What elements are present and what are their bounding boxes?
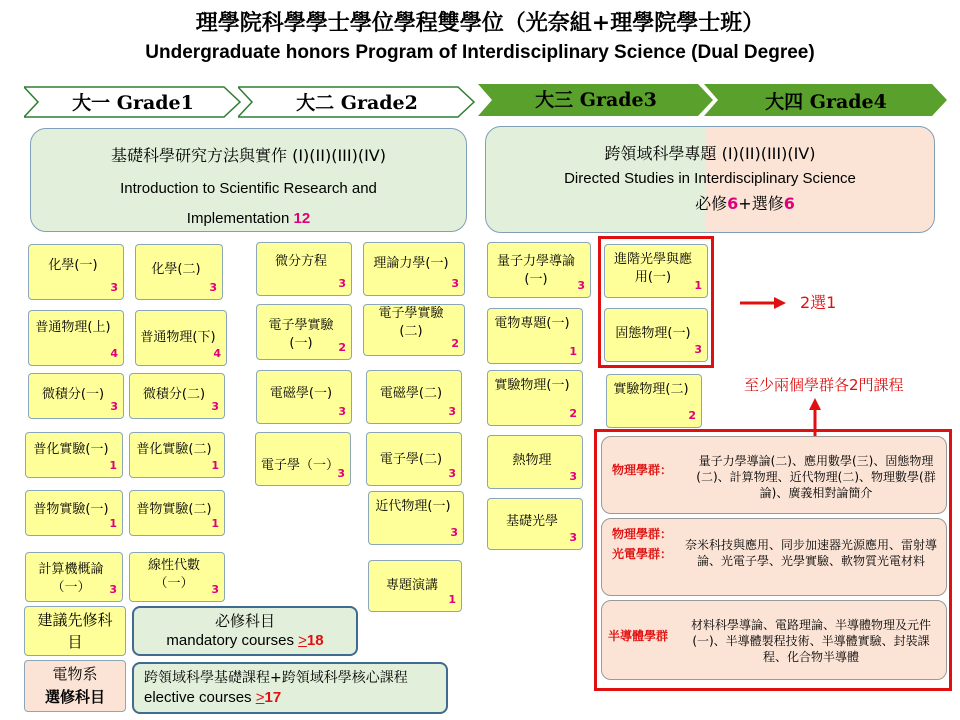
course-differential-equations	[256, 242, 352, 296]
course-chem-lab-1	[25, 432, 123, 478]
course-chemistry-1	[28, 244, 124, 300]
choose-one-highlight	[598, 236, 714, 368]
course-credits: 3	[577, 279, 585, 292]
legend-dept-elective-label: 選修科目	[44, 688, 105, 706]
course-name: 進階光學與應用(一)	[613, 252, 692, 285]
course-name: 電子學(二)	[379, 452, 443, 467]
legend-dept-elective	[24, 660, 126, 712]
legend-mandatory-en-line	[134, 631, 356, 651]
course-thermal-physics	[487, 435, 583, 489]
course-credits: 1	[569, 345, 577, 358]
groups-requirement-note: 至少兩個學群各2門課程	[744, 376, 904, 394]
course-experimental-physics-2	[606, 374, 702, 428]
course-credits: 3	[569, 470, 577, 483]
group-semiconductor	[601, 600, 947, 680]
group-physics-courses: 量子力學導論(二)、應用數學(三)、固態物理(二)、計算物理、近代物理(二)、物理數學(群論)、廣義相對論簡介	[696, 454, 936, 500]
course-credits: 3	[109, 583, 117, 596]
course-electronics-lab-1	[256, 304, 352, 360]
core-left-credits: 12	[293, 210, 311, 227]
choose-one-label: 2選1	[800, 293, 837, 312]
course-calculus-1	[28, 373, 124, 419]
legend-suggested-prerequisite	[24, 606, 126, 656]
core-right-req-label: 必修	[695, 194, 728, 213]
course-electronics-1	[255, 432, 351, 486]
grade4-chevron	[704, 84, 948, 116]
course-name: 基礎光學	[505, 514, 558, 529]
group-optoelectronics	[601, 518, 947, 596]
core-right-en: Directed Studies in Interdisciplinary Science	[564, 170, 856, 187]
core-right-credits-line	[486, 191, 934, 214]
group-semiconductor-courses: 材料科學導論、電路理論、半導體物理及元件(一)、半導體製程技術、半導體實驗、封裝課程、化合物半導體	[690, 618, 931, 664]
course-name: 電磁學(二)	[379, 386, 443, 401]
course-intro-computing-1	[25, 552, 123, 602]
core-left-en-line2: Implementation	[186, 210, 290, 227]
legend-suggested-label: 建議先修科目	[37, 611, 113, 651]
course-calculus-2	[129, 373, 225, 419]
core-left-zh: 基礎科學研究方法與實作 (I)(II)(III)(IV)	[110, 146, 386, 165]
course-name: 普通物理(下)	[140, 330, 216, 345]
core-research-methods	[30, 128, 467, 232]
course-credits: 3	[694, 343, 702, 356]
course-name: 計算機概論（一）	[38, 562, 104, 595]
grade4-label: 大四 Grade4	[765, 91, 887, 113]
course-credits: 3	[448, 467, 456, 480]
arrow-right-icon	[738, 296, 788, 310]
title-chinese: 理學院科學學士學位學程雙學位（光奈組+理學院學士班）	[195, 10, 765, 36]
core-left-en	[31, 174, 466, 234]
course-theoretical-mechanics-1	[363, 242, 465, 296]
course-name: 電物專題(一)	[494, 316, 570, 331]
course-credits: 2	[688, 409, 696, 422]
course-credits: 4	[213, 347, 221, 360]
course-phys-lab-1	[25, 490, 123, 536]
course-name: 固態物理(一)	[615, 326, 691, 341]
course-credits: 3	[338, 277, 346, 290]
course-credits: 3	[338, 405, 346, 418]
course-name: 電子學實驗(一)	[268, 318, 334, 351]
course-name: 實驗物理(二)	[613, 382, 689, 397]
course-credits: 3	[209, 281, 217, 294]
course-intro-quantum-1	[487, 242, 591, 298]
course-general-physics-2	[135, 310, 227, 366]
core-right-plus: +	[738, 194, 752, 213]
course-name: 量子力學導論(一)	[496, 254, 575, 287]
core-directed-studies	[485, 126, 935, 233]
legend-mandatory-courses	[132, 606, 358, 656]
grade3-label: 大三 Grade3	[535, 89, 657, 111]
course-credits: 3	[569, 531, 577, 544]
legend-dept-label: 電物系	[52, 665, 98, 683]
course-name: 微分方程	[274, 254, 327, 269]
course-name: 電子學（一）	[260, 458, 339, 473]
course-name: 微積分(一)	[41, 387, 105, 402]
course-credits: 1	[211, 517, 219, 530]
grade3-chevron	[478, 84, 714, 116]
group-optoelectronics-courses: 奈米科技與應用、同步加速器光源應用、雷射導論、光電子學、光學實驗、軟物質光電材料	[684, 538, 937, 568]
course-name: 普物實驗(二)	[136, 502, 212, 517]
legend-elective-courses	[132, 662, 448, 714]
course-electronics-2	[366, 432, 462, 486]
course-name: 實驗物理(一)	[494, 378, 570, 393]
course-name: 近代物理(一)	[375, 499, 451, 514]
course-name: 理論力學(一)	[373, 256, 449, 271]
course-name: 化學(二)	[151, 262, 201, 277]
group-physics-name: 物理學群：	[612, 463, 673, 477]
core-right-elec-credits: 6	[783, 194, 795, 213]
legend-mandatory-zh: 必修科目	[214, 612, 275, 630]
course-ep-project-1	[487, 308, 583, 364]
course-credits: 3	[451, 277, 459, 290]
core-right-elec-label: 選修	[751, 194, 784, 213]
course-linear-algebra-1	[129, 552, 225, 602]
course-credits: 3	[211, 583, 219, 596]
course-credits: 3	[448, 405, 456, 418]
course-phys-lab-2	[129, 490, 225, 536]
title-english: Undergraduate honors Program of Interdisciplinary Science (Dual Degree)	[145, 42, 815, 63]
course-name: 普物實驗(一)	[33, 502, 109, 517]
course-credits: 1	[109, 459, 117, 472]
course-credits: 3	[110, 281, 118, 294]
group-optoelectronics-name-1: 物理學群：	[612, 527, 673, 541]
grade1-chevron	[24, 86, 242, 118]
course-name: 化學(一)	[48, 258, 98, 273]
course-credits: 3	[110, 400, 118, 413]
legend-elective-value: 17	[264, 689, 282, 706]
legend-elective-ge: >	[255, 689, 265, 706]
course-credits: 3	[450, 526, 458, 539]
course-name: 微積分(二)	[142, 387, 206, 402]
course-experimental-physics-1	[487, 370, 583, 426]
course-name: 專題演講	[385, 578, 438, 593]
legend-elective-zh: 跨領域科學基礎課程+跨領域科學核心課程	[144, 670, 408, 686]
course-electromagnetics-2	[366, 370, 462, 424]
group-optoelectronics-name-2: 光電學群：	[612, 547, 673, 561]
group-physics	[601, 436, 947, 514]
course-credits: 1	[211, 459, 219, 472]
course-credits: 3	[337, 467, 345, 480]
grade2-chevron	[238, 86, 476, 118]
grade1-label: 大一 Grade1	[72, 92, 194, 114]
course-seminar	[368, 560, 462, 612]
course-chem-lab-2	[129, 432, 225, 478]
course-name: 線性代數（一）	[147, 558, 200, 591]
course-credits: 2	[569, 407, 577, 420]
course-credits: 1	[448, 593, 456, 606]
course-modern-physics-1	[368, 491, 464, 545]
course-chemistry-2	[135, 244, 223, 300]
grade2-label: 大二 Grade2	[296, 92, 418, 114]
course-name: 電子學實驗(二)	[378, 306, 444, 339]
course-credits: 2	[451, 337, 459, 350]
course-credits: 1	[109, 517, 117, 530]
core-right-req-credits: 6	[727, 194, 739, 213]
course-credits: 1	[694, 279, 702, 292]
course-name: 電磁學(一)	[269, 386, 333, 401]
course-basic-optics	[487, 498, 583, 550]
course-name: 普通物理(上)	[35, 320, 111, 335]
course-general-physics-1	[28, 310, 124, 366]
legend-elective-en-line	[144, 688, 446, 708]
course-name: 熱物理	[512, 453, 552, 468]
core-left-en-line1: Introduction to Scientific Research and	[120, 180, 377, 197]
group-semiconductor-name: 半導體學群	[608, 629, 669, 643]
course-electromagnetics-1	[256, 370, 352, 424]
legend-elective-en: elective courses	[144, 689, 256, 706]
legend-mandatory-value: 18	[306, 632, 324, 649]
course-credits: 2	[338, 341, 346, 354]
course-name: 普化實驗(二)	[136, 442, 212, 457]
legend-mandatory-ge: >	[298, 632, 307, 649]
course-credits: 3	[211, 400, 219, 413]
course-name: 普化實驗(一)	[33, 442, 109, 457]
core-right-zh: 跨領域科學專題 (I)(II)(III)(IV)	[604, 144, 816, 163]
course-electronics-lab-2	[363, 304, 465, 356]
legend-mandatory-en: mandatory courses	[166, 632, 299, 649]
course-credits: 4	[110, 347, 118, 360]
